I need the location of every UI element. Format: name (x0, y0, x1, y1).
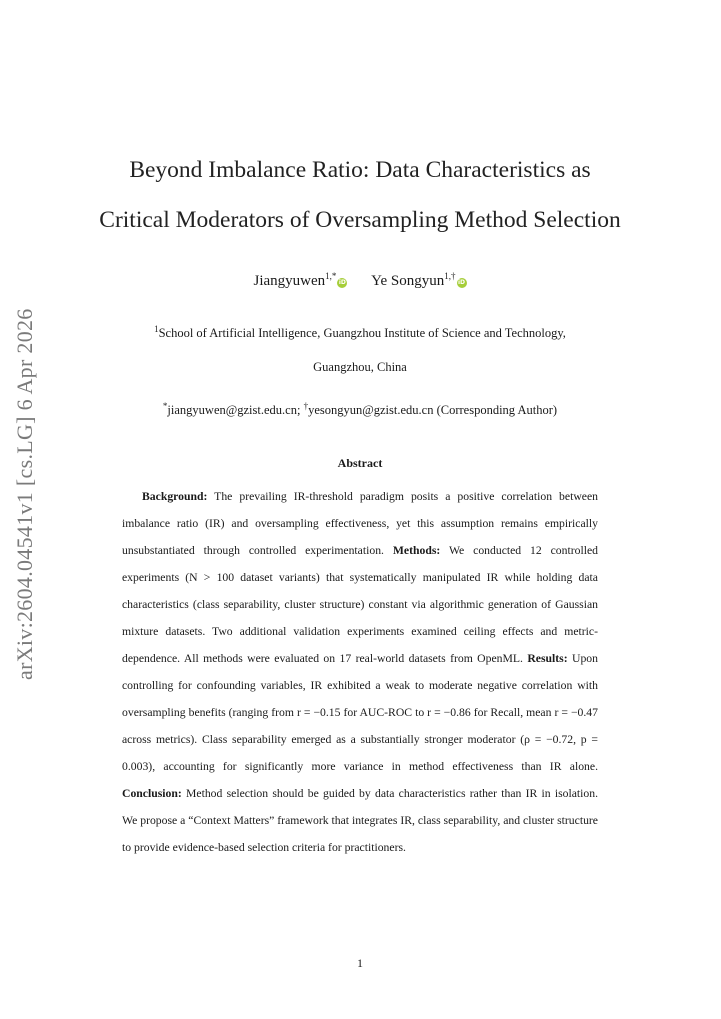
results-label: Results: (527, 652, 568, 665)
email-line (60, 401, 660, 418)
email-2: yesongyun@gzist.edu.cn (308, 403, 434, 418)
affiliation-marker: 1 (154, 324, 159, 334)
background-text: The prevailing IR-threshold paradigm posits a positive correlation between imbalance ratio (IR) and oversampling effectiveness, yet this assumption remains empirically unsubstantiated through controlled experimentation. (122, 490, 598, 557)
paper-title-line-1: Beyond Imbalance Ratio: Data Characteristics as (129, 157, 591, 183)
paper-title-line-2: Critical Moderators of Oversampling Method Selection (99, 207, 621, 233)
abstract-body (122, 483, 598, 861)
conclusion-label: Conclusion: (122, 787, 182, 800)
results-text: Upon controlling for confounding variables, IR exhibited a weak to moderate negative correlation with oversampling benefits (ranging from r = −0.15 for AUC-ROC to r = −0.86 for Recall, mean r = −0.47 across metrics). Class separability emerged as a substantially stronger moderator (ρ = −0.72, p = 0.003), accounting for significantly more variance in method effectiveness than IR alone. (122, 652, 598, 773)
author-1-marks: 1,* (325, 271, 337, 281)
orcid-icon[interactable]: iD (457, 279, 466, 286)
methods-text: We conducted 12 controlled experiments (N > 100 dataset variants) that systematically manipulated IR while holding data characteristics (class separability, cluster structure) constant via algorithmic generation of Gaussian mixture datasets. Two additional validation experiments examined ceiling effects and metric-dependence. All methods were evaluated on 17 real-world datasets from OpenML. (122, 544, 598, 665)
page-number: 1 (357, 956, 363, 970)
author-list (60, 271, 660, 290)
corresponding-author-note: (Corresponding Author) (436, 403, 558, 418)
affiliation-line-1 (60, 324, 660, 341)
background-label: Background: (142, 490, 208, 503)
author-2 (371, 271, 466, 290)
affiliation-text: School of Artificial Intelligence, Guangzhou Institute of Science and Technology, (158, 326, 566, 341)
affiliation-line-2: Guangzhou, China (313, 360, 407, 374)
email-2-mark: † (303, 401, 309, 411)
methods-label: Methods: (392, 544, 441, 557)
author-1-name: Jiangyuwen (253, 273, 326, 289)
orcid-icon[interactable]: iD (338, 279, 346, 286)
arxiv-identifier: arXiv:2604.04541v1 [cs.LG] 6 Apr 2026 (12, 308, 37, 680)
email-1: jiangyuwen@gzist.edu.cn; (167, 403, 301, 418)
conclusion-text: Method selection should be guided by data characteristics rather than IR in isolation. We propose a “Context Matters” framework that integrates IR, class separability, and cluster structure to provide evidence-based selection criteria for practitioners. (122, 787, 598, 854)
author-2-name: Ye Songyun (371, 273, 445, 289)
author-1 (254, 271, 348, 290)
abstract-heading: Abstract (337, 456, 383, 470)
email-1-mark: * (162, 401, 168, 411)
author-2-marks: 1,† (444, 271, 456, 281)
